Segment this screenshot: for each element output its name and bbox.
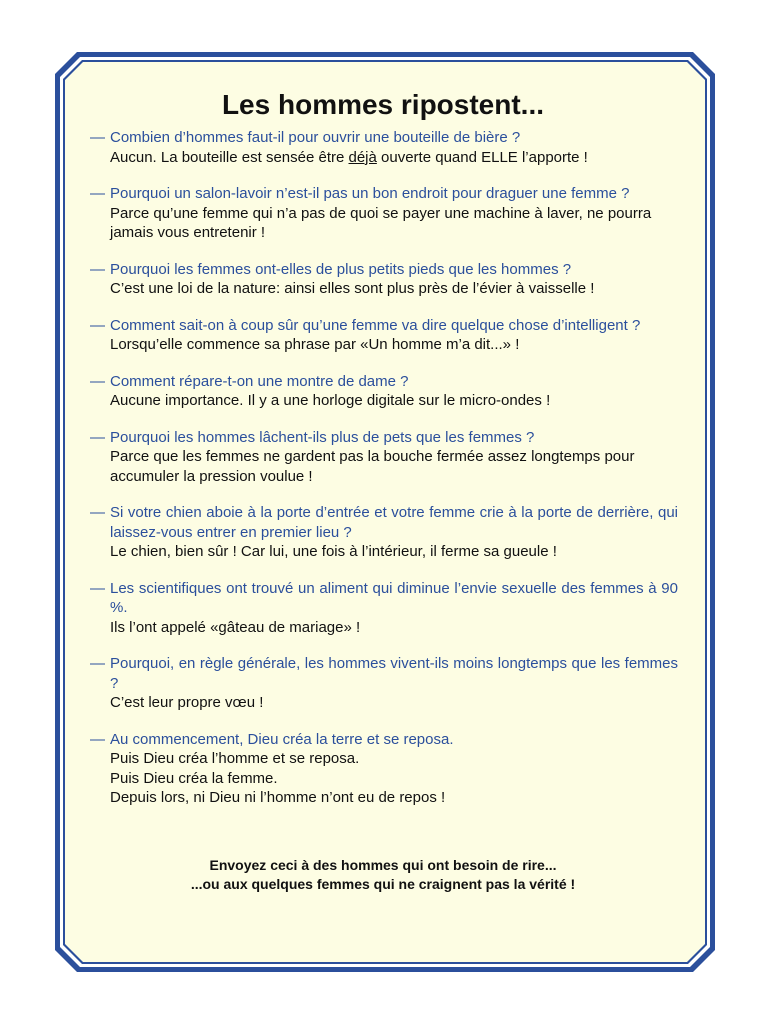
joke-question xyxy=(88,503,678,542)
dash-marker: — xyxy=(90,260,105,278)
question-text: Comment sait-on à coup sûr qu’une femme va dire quelque chose d’intelligent ? xyxy=(110,316,641,334)
dash-marker: — xyxy=(90,655,105,672)
content xyxy=(88,88,678,825)
question-text: Au commencement, Dieu créa la terre et se reposa. xyxy=(110,730,454,748)
joke-item xyxy=(88,372,678,411)
dash-marker: — xyxy=(90,504,105,521)
dash-marker: — xyxy=(90,316,105,334)
footer-line: Envoyez ceci à des hommes qui ont besoin de rire... xyxy=(209,857,557,873)
joke-answer xyxy=(88,148,678,168)
joke-question xyxy=(88,316,678,336)
dash-marker: — xyxy=(90,730,105,748)
question-text: Pourquoi un salon-lavoir n’est-il pas un bon endroit pour draguer une femme ? xyxy=(110,185,630,202)
joke-item xyxy=(88,428,678,487)
joke-answer: Lorsqu’elle commence sa phrase par «Un homme m’a dit...» ! xyxy=(110,336,520,353)
joke-item xyxy=(88,316,678,355)
joke-answer: C’est une loi de la nature: ainsi elles sont plus près de l’évier à vaisselle ! xyxy=(110,280,595,297)
joke-answer: Le chien, bien sûr ! Car lui, une fois à l’intérieur, il ferme sa gueule ! xyxy=(110,543,557,560)
joke-question xyxy=(88,654,678,693)
joke-item xyxy=(88,184,678,243)
joke-answer-line: Depuis lors, ni Dieu ni l’homme n’ont eu de repos ! xyxy=(110,789,446,806)
joke-answer: Aucune importance. Il y a une horloge digitale sur le micro-ondes ! xyxy=(110,392,551,409)
question-text: Comment répare-t-on une montre de dame ? xyxy=(110,372,409,390)
joke-question xyxy=(88,128,678,148)
question-text: Les scientifiques ont trouvé un aliment qui diminue l’envie sexuelle des femmes à 90 %. xyxy=(110,579,678,616)
joke-question xyxy=(88,730,678,750)
answer-text: Aucun. La bouteille est sensée être xyxy=(110,148,349,166)
dash-marker: — xyxy=(90,579,105,597)
answer-underlined-text: déjà xyxy=(348,148,377,166)
question-text: Pourquoi, en règle générale, les hommes vivent-ils moins longtemps que les femmes ? xyxy=(110,655,678,692)
question-text: Combien d’hommes faut-il pour ouvrir une bouteille de bière ? xyxy=(110,129,521,146)
joke-question xyxy=(88,579,678,618)
joke-item xyxy=(88,503,678,562)
joke-item xyxy=(88,579,678,638)
question-text: Pourquoi les femmes ont-elles de plus petits pieds que les hommes ? xyxy=(110,260,572,278)
joke-answer-line: Puis Dieu créa l’homme et se reposa. xyxy=(110,750,360,767)
joke-answer-line: Puis Dieu créa la femme. xyxy=(110,769,278,787)
answer-text: ouverte quand ELLE l’apporte ! xyxy=(376,148,588,166)
joke-item xyxy=(88,730,678,808)
joke-answer: C’est leur propre vœu ! xyxy=(110,694,264,711)
joke-item xyxy=(88,128,678,167)
footer-message xyxy=(88,856,678,894)
footer-line: ...ou aux quelques femmes qui ne craignent pas la vérité ! xyxy=(190,876,576,892)
joke-item xyxy=(88,654,678,713)
page-title: Les hommes ripostent... xyxy=(221,89,545,120)
joke-question xyxy=(88,372,678,392)
joke-answer: Ils l’ont appelé «gâteau de mariage» ! xyxy=(110,618,361,636)
joke-answer: Parce que les femmes ne gardent pas la bouche fermée assez longtemps pour accumuler la pression voulue ! xyxy=(110,448,635,485)
dash-marker: — xyxy=(90,185,105,202)
joke-question xyxy=(88,184,678,204)
dash-marker: — xyxy=(90,372,105,390)
question-text: Si votre chien aboie à la porte d’entrée et votre femme crie à la porte de derrière, qui laissez-vous entrer en premier lieu ? xyxy=(110,504,678,541)
dash-marker: — xyxy=(90,428,105,446)
joke-question xyxy=(88,260,678,280)
dash-marker: — xyxy=(90,129,105,146)
joke-answer: Parce qu’une femme qui n’a pas de quoi se payer une machine à laver, ne pourra jamais vous entretenir ! xyxy=(110,204,652,241)
joke-question xyxy=(88,428,678,448)
question-text: Pourquoi les hommes lâchent-ils plus de pets que les femmes ? xyxy=(110,428,535,446)
joke-item xyxy=(88,260,678,299)
